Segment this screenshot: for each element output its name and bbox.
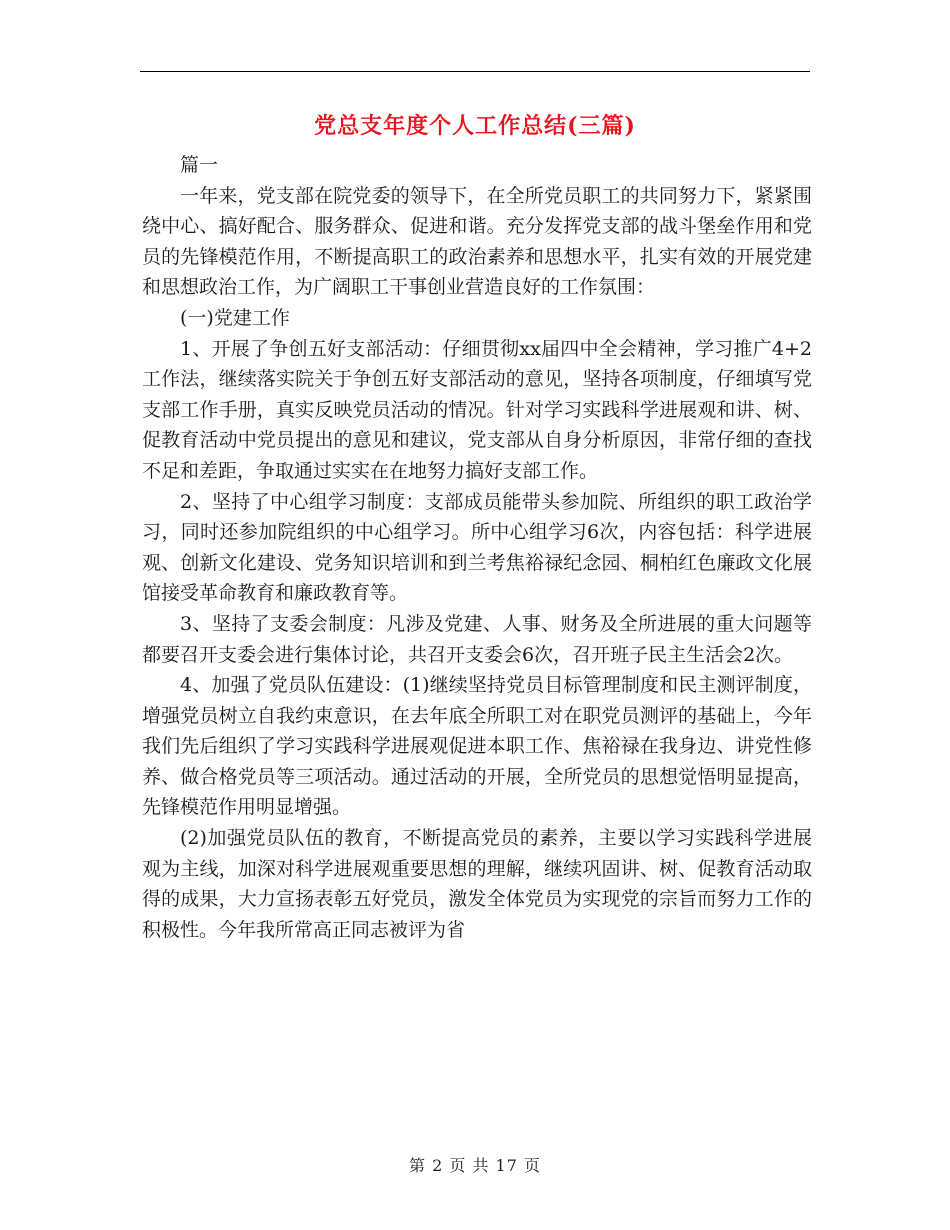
- body-paragraph: (2)加强党员队伍的教育，不断提高党员的素养，主要以学习实践科学进展观为主线，加深对科学进展观重要思想的理解，继续巩固讲、树、促教育活动取得的成果，大力宣扬表彰五好党员，激发全体党员为实现党的宗旨而努力工作的积极性。今年我所常高正同志被评为省: [142, 827, 812, 941]
- section-heading-part-one: 篇一: [180, 154, 219, 176]
- body-paragraph: 2、坚持了中心组学习制度：支部成员能带头参加院、所组织的职工政治学习，同时还参加院组织的中心组学习。所中心组学习6次，内容包括：科学进展观、创新文化建设、党务知识培训和到兰考焦裕禄纪念园、桐柏红色廉政文化展馆接受革命教育和廉政教育等。: [142, 490, 812, 605]
- body-paragraph: 一年来，党支部在院党委的领导下，在全所党员职工的共同努力下，紧紧围绕中心、搞好配合、服务群众、促进和谐。充分发挥党支部的战斗堡垒作用和党员的先锋模范作用，不断提高职工的政治素养和思想水平，扎实有效的开展党建和思想政治工作，为广阔职工干事创业营造良好的工作氛围：: [142, 184, 812, 299]
- document-title: 党总支年度个人工作总结(三篇): [314, 113, 636, 139]
- body-paragraph: 3、坚持了支委会制度：凡涉及党建、人事、财务及全所进展的重大问题等都要召开支委会进行集体讨论，共召开支委会6次，召开班子民主生活会2次。: [142, 612, 812, 666]
- document-body: [142, 150, 812, 945]
- page-number: 第 2 页 共 17 页: [409, 1156, 541, 1175]
- subsection-heading: (一)党建工作: [180, 306, 290, 329]
- body-paragraph: 4、加强了党员队伍建设：(1)继续坚持党员目标管理制度和民主测评制度，增强党员树立自我约束意识，在去年底全所职工对在职党员测评的基础上，今年我们先后组织了学习实践科学进展观促进本职工作、焦裕禄在我身边、讲党性修养、做合格党员等三项活动。通过活动的开展，全所党员的思想觉悟明显提高，先锋模范作用明显增强。: [142, 674, 812, 819]
- header-rule: [140, 71, 810, 72]
- body-paragraph: 1、开展了争创五好支部活动：仔细贯彻xx届四中全会精神，学习推广4+2工作法，继续落实院关于争创五好支部活动的意见，坚持各项制度，仔细填写党支部工作手册，真实反映党员活动的情况。针对学习实践科学进展观和讲、树、促教育活动中党员提出的意见和建议，党支部从自身分析原因，非常仔细的查找不足和差距，争取通过实实在在地努力搞好支部工作。: [142, 337, 812, 482]
